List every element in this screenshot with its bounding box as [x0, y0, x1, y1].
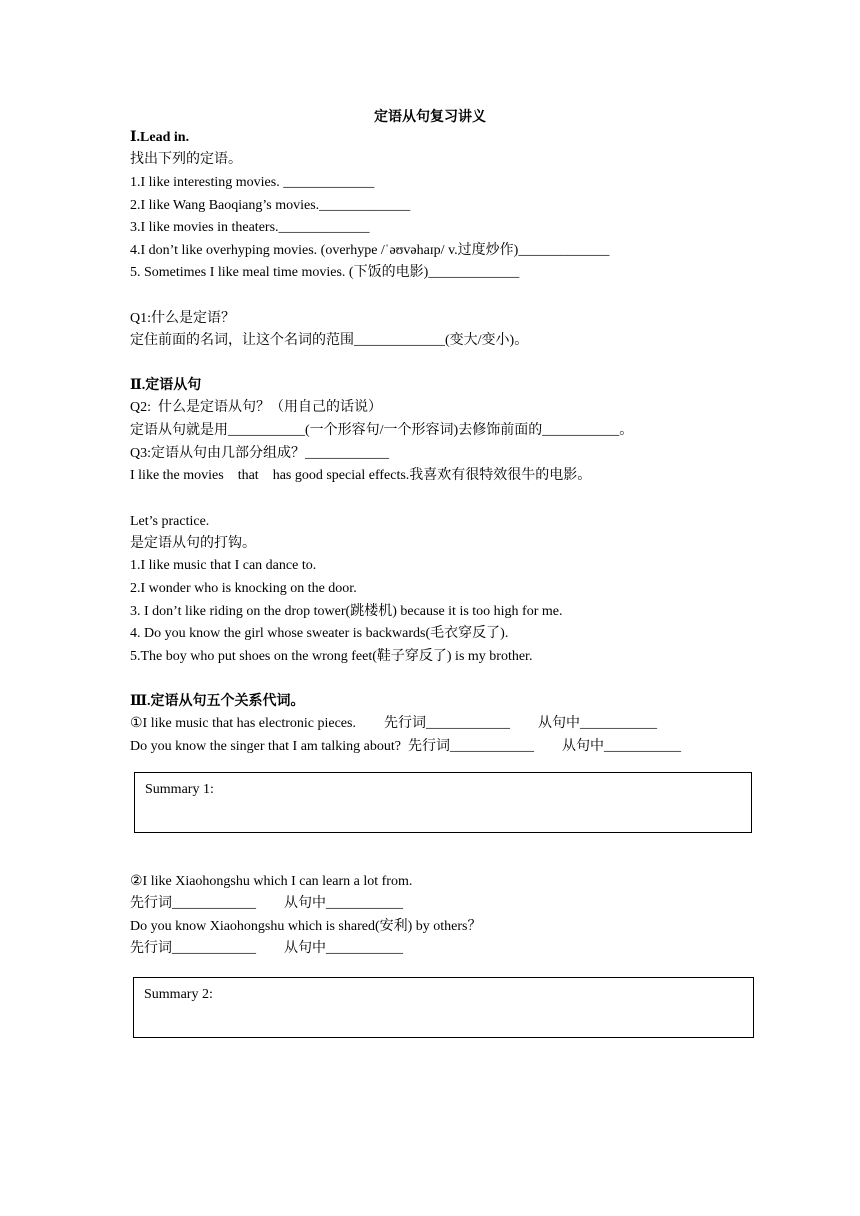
- relative-pronoun-line-1: ①I like music that has electronic pieces. 先行词____________ 从句中___________: [130, 716, 657, 731]
- relative-pronoun-line-2: Do you know the singer that I am talking about? 先行词____________ 从句中___________: [130, 739, 681, 754]
- practice-item-4: 4. Do you know the girl whose sweater is backwards(毛衣穿反了).: [130, 626, 509, 641]
- section1-heading: Ⅰ.Lead in.: [130, 130, 190, 145]
- relative-pronoun-line-4: 先行词____________ 从句中___________: [130, 896, 403, 911]
- question-2: Q2: 什么是定语从句？（用自己的话说）: [130, 400, 382, 415]
- page-title: 定语从句复习讲义: [374, 110, 486, 125]
- question-2-answer: 定语从句就是用___________(一个形容句/一个形容词)去修饰前面的___________。: [130, 423, 634, 438]
- practice-item-2: 2.I wonder who is knocking on the door.: [130, 581, 357, 596]
- lead-in-item-2: 2.I like Wang Baoqiang’s movies._____________: [130, 198, 411, 213]
- lead-in-item-1: 1.I like interesting movies. _____________: [130, 175, 375, 190]
- relative-pronoun-line-3: ②I like Xiaohongshu which I can learn a lot from.: [130, 874, 413, 889]
- summary-box-2: [133, 977, 754, 1038]
- section2-heading: Ⅱ.定语从句: [130, 378, 202, 393]
- question-1: Q1:什么是定语？: [130, 311, 235, 326]
- example-sentence: I like the movies that has good special effects.我喜欢有很特效很牛的电影。: [130, 468, 592, 483]
- practice-instruction: 是定语从句的打钩。: [130, 536, 256, 551]
- relative-pronoun-line-6: 先行词____________ 从句中___________: [130, 941, 403, 956]
- practice-item-5: 5.The boy who put shoes on the wrong feet(鞋子穿反了) is my brother.: [130, 649, 533, 664]
- lead-in-item-4: 4.I don’t like overhyping movies. (overhype /ˈəʊvəhaɪp/ v.过度炒作)_____________: [130, 243, 610, 258]
- question-3: Q3:定语从句由几部分组成？____________: [130, 446, 389, 461]
- question-1-answer: 定住前面的名词，让这个名词的范围_____________(变大/变小)。: [130, 333, 529, 348]
- practice-title: Let’s practice.: [130, 514, 210, 529]
- practice-item-1: 1.I like music that I can dance to.: [130, 558, 317, 573]
- summary-2-label: Summary 2:: [144, 987, 213, 1002]
- lead-in-item-5: 5. Sometimes I like meal time movies. (下饭的电影)_____________: [130, 265, 520, 280]
- lead-in-item-3: 3.I like movies in theaters._____________: [130, 220, 370, 235]
- summary-1-label: Summary 1:: [145, 782, 214, 797]
- section3-heading: Ⅲ.定语从句五个关系代词。: [130, 694, 305, 709]
- summary-box-1: [134, 772, 752, 833]
- relative-pronoun-line-5: Do you know Xiaohongshu which is shared(安利) by others？: [130, 919, 482, 934]
- section1-instruction: 找出下列的定语。: [130, 152, 242, 167]
- practice-item-3: 3. I don’t like riding on the drop tower(跳楼机) because it is too high for me.: [130, 604, 563, 619]
